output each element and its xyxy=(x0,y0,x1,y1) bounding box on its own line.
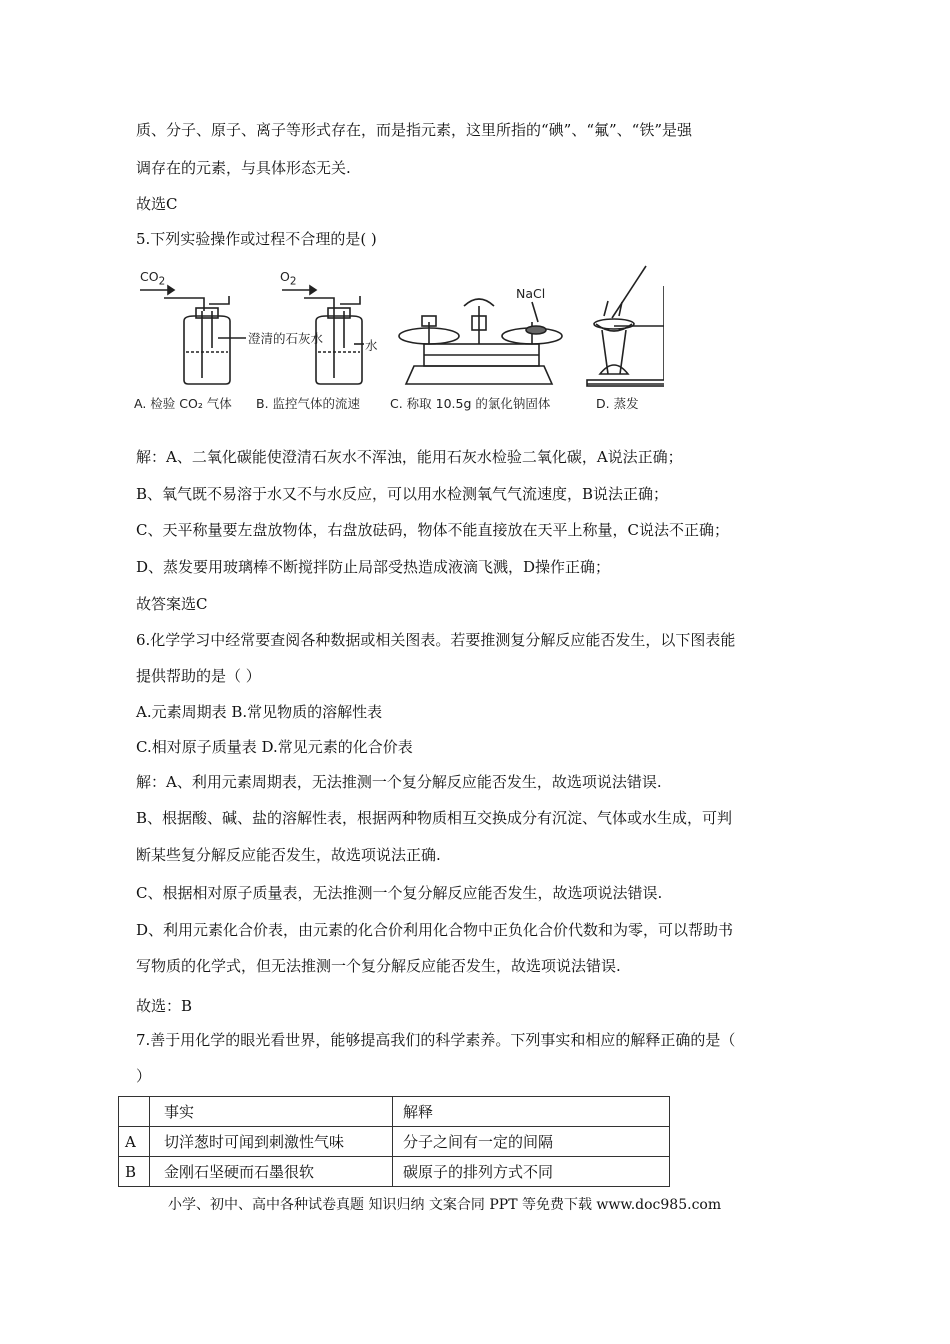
text-line: C、根据相对原子质量表，无法推测一个复分解反应能否发生，故选项说法错误. xyxy=(136,884,663,902)
evaporation-icon xyxy=(587,266,664,386)
table-header-fact: 事实 xyxy=(150,1097,393,1127)
experiment-figure xyxy=(134,256,664,416)
text-line: B、根据酸、碱、盐的溶解性表，根据两种物质相互交换成分有沉淀、气体或水生成，可判 xyxy=(136,809,733,827)
bottle-a-icon xyxy=(140,286,246,384)
text-line: 调存在的元素，与具体形态无关. xyxy=(136,159,351,177)
question-5: 5.下列实验操作或过程不合理的是( ) xyxy=(136,230,377,248)
text-line: 质、分子、原子、离子等形式存在，而是指元素，这里所指的“碘”、“氟”、“铁”是强 xyxy=(136,121,693,139)
text-line: 故选：B xyxy=(136,997,193,1015)
nacl-label: NaCl xyxy=(516,286,546,301)
table-row xyxy=(119,1127,670,1157)
text-line: D、蒸发要用玻璃棒不断搅拌防止局部受热造成液滴飞溅，D操作正确； xyxy=(136,558,611,576)
text-line: 解：A、二氧化碳能使澄清石灰水不浑浊，能用石灰水检验二氧化碳，A说法正确； xyxy=(136,448,683,466)
text-line: C、天平称量要左盘放物体，右盘放砝码，物体不能直接放在天平上称量，C说法不正确； xyxy=(136,521,729,539)
facts-table xyxy=(118,1096,670,1187)
table-cell: 金刚石坚硬而石墨很软 xyxy=(150,1157,393,1187)
caption-b: B. 监控气体的流速 xyxy=(256,396,361,411)
table-header-explanation: 解释 xyxy=(393,1097,670,1127)
caption-c: C. 称取 10.5g 的氯化钠固体 xyxy=(390,396,551,411)
table-cell xyxy=(119,1097,150,1127)
text-line: B、氧气既不易溶于水又不与水反应，可以用水检测氧气气流速度，B说法正确； xyxy=(136,485,669,503)
option-line: C.相对原子质量表 D.常见元素的化合价表 xyxy=(136,738,413,756)
text-line: 故选C xyxy=(136,195,178,213)
table-row xyxy=(119,1157,670,1187)
table-header-row xyxy=(119,1097,670,1127)
caption-d: D. 蒸发 xyxy=(596,396,639,411)
page-footer: 小学、初中、高中各种试卷真题 知识归纳 文案合同 PPT 等免费下载 www.doc985.com xyxy=(168,1197,722,1213)
table-cell: 分子之间有一定的间隔 xyxy=(393,1127,670,1157)
table-cell: 碳原子的排列方式不同 xyxy=(393,1157,670,1187)
apparatus-drawing xyxy=(134,256,664,416)
caption-a: A. 检验 CO₂ 气体 xyxy=(134,396,232,411)
text-line: 解：A、利用元素周期表，无法推测一个复分解反应能否发生，故选项说法错误. xyxy=(136,773,662,791)
table-cell: 切洋葱时可闻到刺激性气味 xyxy=(150,1127,393,1157)
question-6: 6.化学学习中经常要查阅各种数据或相关图表。若要推测复分解反应能否发生，以下图表能 xyxy=(136,631,736,649)
table-cell: A xyxy=(119,1127,150,1157)
limewater-label: 澄清的石灰水 xyxy=(248,331,324,346)
text-line: 写物质的化学式，但无法推测一个复分解反应能否发生，故选项说法错误. xyxy=(136,957,621,975)
text-line: 故答案选C xyxy=(136,595,208,613)
o2-label: $O_2$ xyxy=(280,269,297,288)
water-label: 水 xyxy=(365,338,378,353)
text-line: D、利用元素化合价表，由元素的化合价利用化合物中正负化合价代数和为零，可以帮助书 xyxy=(136,921,734,939)
text-line: 断某些复分解反应能否发生，故选项说法正确. xyxy=(136,846,441,864)
text-line: ） xyxy=(136,1067,152,1085)
option-line: A.元素周期表 B.常见物质的溶解性表 xyxy=(136,703,383,721)
question-7: 7.善于用化学的眼光看世界，能够提高我们的科学素养。下列事实和相应的解释正确的是（ xyxy=(136,1031,736,1049)
co2-label: $CO_2$ xyxy=(140,269,166,288)
text-line: 提供帮助的是（ ） xyxy=(136,667,261,685)
table-cell: B xyxy=(119,1157,150,1187)
balance-icon xyxy=(399,299,562,384)
